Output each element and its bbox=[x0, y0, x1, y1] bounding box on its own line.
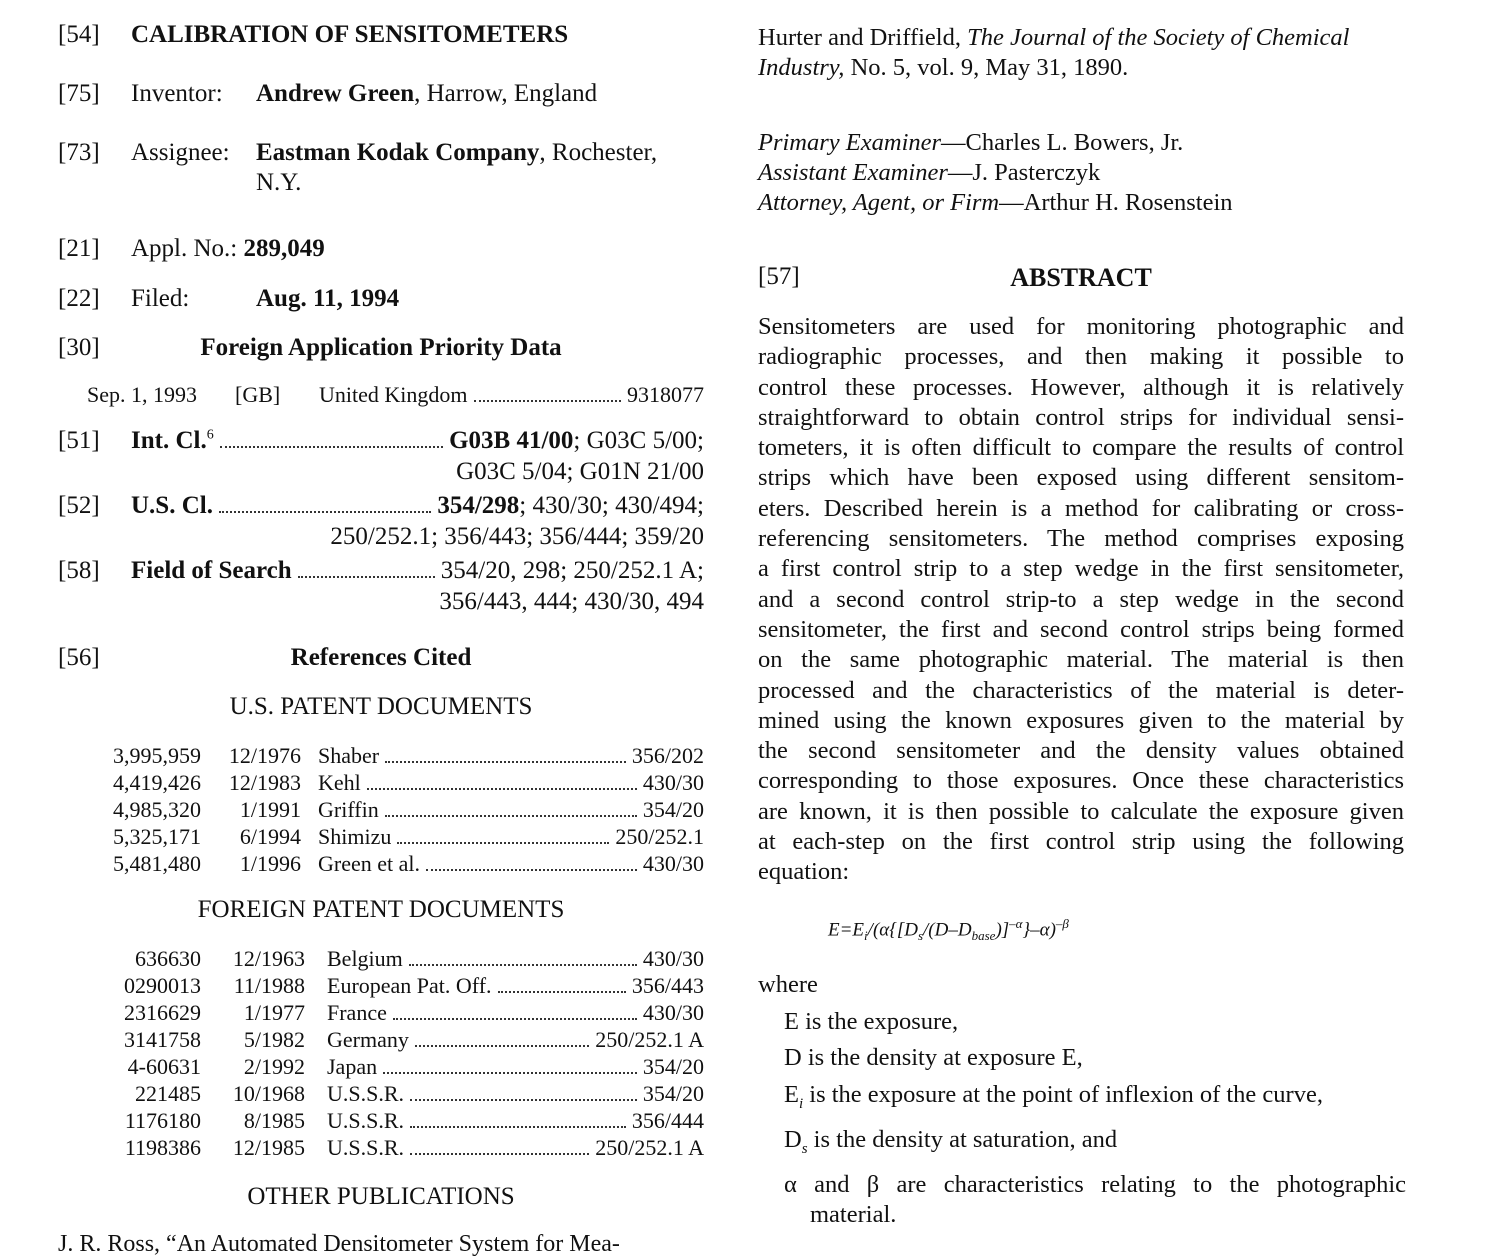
abstract-line: mined using the known exposures given to the material by bbox=[758, 706, 1404, 734]
citation-journal: The Journal of the Society of Chemical bbox=[967, 24, 1350, 51]
def-e: E is the exposure, bbox=[784, 1008, 959, 1035]
filed-label: Filed: bbox=[131, 285, 190, 312]
priority-heading: Foreign Application Priority Data bbox=[200, 334, 562, 361]
assistant-examiner-label: Assistant Examiner bbox=[758, 159, 948, 186]
patent-name: Kehl bbox=[318, 770, 361, 795]
priority-date: Sep. 1, 1993 bbox=[87, 382, 197, 407]
field-58-code: [58] bbox=[58, 557, 100, 584]
def-alpha-beta: α and β are characteristics relating to the photographic bbox=[784, 1170, 1406, 1198]
inventor bbox=[256, 79, 597, 109]
field-of-search-row bbox=[131, 556, 704, 586]
leader-dots bbox=[415, 1045, 589, 1047]
citation-line1 bbox=[758, 23, 1350, 52]
leader-dots bbox=[393, 1018, 637, 1020]
abstract-line: eters. Described herein is a method for calibrating or cross- bbox=[758, 494, 1404, 522]
patent-date: 12/1963 bbox=[232, 946, 305, 971]
field-21-code: [21] bbox=[58, 235, 100, 262]
priority-country: United Kingdom bbox=[319, 382, 468, 407]
appl-no-label: Appl. No.: bbox=[131, 235, 238, 262]
assistant-examiner-name: —J. Pasterczyk bbox=[947, 159, 1101, 186]
field-57-code: [57] bbox=[758, 263, 800, 290]
def-ei-subscript: i bbox=[798, 1095, 804, 1112]
patent-number: 2316629 bbox=[124, 1000, 201, 1025]
primary-examiner-label: Primary Examiner bbox=[758, 129, 942, 156]
assignee-location-line2: N.Y. bbox=[256, 169, 302, 196]
def-d: D is the density at exposure E, bbox=[784, 1044, 1083, 1072]
assignee bbox=[256, 138, 657, 168]
us-cl-secondary: ; 430/30; 430/494; bbox=[519, 492, 704, 519]
leader-dots bbox=[498, 991, 626, 993]
citation-line2 bbox=[758, 53, 1128, 82]
assignee-label: Assignee: bbox=[131, 139, 230, 166]
other-publications-heading: OTHER PUBLICATIONS bbox=[247, 1183, 515, 1210]
def-ds-symbol: D bbox=[784, 1125, 802, 1153]
eq-part: /(D–D bbox=[923, 919, 972, 941]
patent-name: European Pat. Off. bbox=[327, 973, 492, 998]
attorney-label: Attorney, Agent, or Firm bbox=[758, 189, 1000, 216]
leader-dots bbox=[367, 788, 637, 790]
patent-number: 3,995,959 bbox=[113, 743, 201, 768]
appl-no bbox=[131, 234, 325, 264]
patent-name: Griffin bbox=[318, 797, 379, 822]
attorney bbox=[758, 188, 1233, 217]
definitions bbox=[784, 1007, 1406, 1231]
eq-part: E=E bbox=[828, 919, 865, 941]
patent-name: Belgium bbox=[327, 946, 403, 971]
field-54 bbox=[58, 20, 100, 50]
abstract-line: corresponding to those exposures. Once these characteristics bbox=[758, 767, 1404, 795]
field-22-code: [22] bbox=[58, 285, 100, 312]
citation-authors: Hurter and Driffield, bbox=[758, 24, 968, 51]
abstract-line: and a second control strip-to a step wedge in the second bbox=[758, 585, 1404, 613]
patent-class: 354/20 bbox=[642, 1081, 704, 1106]
int-cl-row bbox=[131, 426, 704, 456]
patent-class: 250/252.1 A bbox=[595, 1027, 704, 1052]
patent-date: 1/1977 bbox=[243, 1000, 305, 1025]
patent-row bbox=[105, 1000, 704, 1026]
where-label: where bbox=[758, 971, 818, 998]
def-ds-subscript: s bbox=[801, 1140, 808, 1157]
inventor-location: , Harrow, England bbox=[414, 80, 598, 107]
leader-dots bbox=[426, 869, 637, 871]
def-ei-symbol: E bbox=[784, 1080, 799, 1108]
attorney-name: —Arthur H. Rosenstein bbox=[999, 189, 1233, 216]
patent-number: 4-60631 bbox=[127, 1054, 201, 1079]
eq-sup: –α bbox=[1009, 916, 1023, 931]
abstract-line: at each-step on the first control strip using the following bbox=[758, 828, 1404, 856]
inventor-name: Andrew Green bbox=[256, 80, 415, 107]
patent-class: 430/30 bbox=[642, 946, 704, 971]
patent-row bbox=[105, 1081, 704, 1107]
patent-row bbox=[105, 973, 704, 999]
patent-class: 430/30 bbox=[642, 1000, 704, 1025]
leader-dots bbox=[219, 511, 431, 513]
patent-number: 0290013 bbox=[124, 973, 201, 998]
patent-date: 10/1968 bbox=[232, 1081, 305, 1106]
patent-name: Germany bbox=[327, 1027, 409, 1052]
foreign-patents-heading: FOREIGN PATENT DOCUMENTS bbox=[197, 896, 565, 923]
patent-date: 1/1991 bbox=[239, 797, 301, 822]
abstract-line: equation: bbox=[758, 858, 850, 886]
int-cl-edition: 6 bbox=[206, 427, 214, 443]
us-cl-label: U.S. Cl. bbox=[131, 492, 213, 519]
abstract-line: tometers, it is often difficult to compare the results of control bbox=[758, 434, 1404, 462]
patent-number: 5,325,171 bbox=[113, 824, 201, 849]
patent-class: 430/30 bbox=[642, 851, 704, 876]
patent-number: 221485 bbox=[135, 1081, 201, 1106]
abstract-line: a first control strip to a step wedge in the first sensitometer, bbox=[758, 555, 1404, 583]
def-ei-text: is the exposure at the point of inflexion of the curve, bbox=[803, 1080, 1323, 1108]
us-patents-heading: U.S. PATENT DOCUMENTS bbox=[229, 693, 533, 720]
patent-name: Shaber bbox=[318, 743, 380, 768]
abstract-heading: ABSTRACT bbox=[1010, 263, 1152, 292]
leader-dots bbox=[410, 1126, 626, 1128]
eq-sub: i bbox=[864, 928, 868, 944]
patent-number: 1198386 bbox=[124, 1135, 201, 1160]
primary-examiner-name: —Charles L. Bowers, Jr. bbox=[941, 129, 1184, 156]
inventor-label: Inventor: bbox=[131, 80, 223, 107]
abstract-line: are known, it is then possible to calculate the exposure given bbox=[758, 797, 1404, 825]
assistant-examiner bbox=[758, 158, 1100, 187]
patent-class: 354/20 bbox=[642, 797, 704, 822]
patent-date: 12/1976 bbox=[228, 743, 301, 768]
patent-class: 354/20 bbox=[642, 1054, 704, 1079]
patent-number: 4,985,320 bbox=[113, 797, 201, 822]
leader-dots bbox=[220, 446, 443, 448]
int-cl-label bbox=[131, 426, 214, 456]
def-ds-text: is the density at saturation, and bbox=[807, 1125, 1118, 1153]
patent-row bbox=[105, 1054, 704, 1080]
eq-sub: base bbox=[971, 928, 996, 944]
leader-dots bbox=[383, 1072, 637, 1074]
field-30-code: [30] bbox=[58, 334, 100, 361]
patent-date: 8/1985 bbox=[243, 1108, 305, 1133]
field-52-code: [52] bbox=[58, 492, 100, 519]
abstract-line: strips which have been exposed using different sensitom- bbox=[758, 464, 1404, 492]
field-51-code: [51] bbox=[58, 427, 100, 454]
eq-part: }–α) bbox=[1022, 919, 1056, 941]
citation-journal-cont: Industry, bbox=[758, 54, 845, 81]
field-75-code: [75] bbox=[58, 80, 100, 107]
patent-class: 250/252.1 A bbox=[595, 1135, 704, 1160]
patent-class: 356/443 bbox=[631, 973, 704, 998]
patent-row bbox=[105, 851, 704, 877]
other-publication-line: J. R. Ross, “An Automated Densitometer System for Mea- bbox=[58, 1231, 620, 1257]
patent-number: 5,481,480 bbox=[113, 851, 201, 876]
priority-country-code: [GB] bbox=[235, 382, 281, 407]
patent-name: U.S.S.R. bbox=[327, 1135, 405, 1160]
us-cl-row bbox=[131, 491, 704, 521]
patent-name: France bbox=[327, 1000, 387, 1025]
def-ds bbox=[784, 1125, 1406, 1164]
patent-date: 2/1992 bbox=[243, 1054, 305, 1079]
field-of-search-label: Field of Search bbox=[131, 557, 292, 584]
patent-row bbox=[105, 743, 704, 769]
patent-row bbox=[105, 946, 704, 972]
leader-dots bbox=[385, 815, 637, 817]
assignee-name: Eastman Kodak Company bbox=[256, 139, 540, 166]
us-cl-line2: 250/252.1; 356/443; 356/444; 359/20 bbox=[330, 523, 704, 550]
patent-class: 356/444 bbox=[631, 1108, 704, 1133]
abstract-line: processed and the characteristics of the material is deter- bbox=[758, 676, 1404, 704]
leader-dots bbox=[298, 576, 435, 578]
us-cl-primary: 354/298 bbox=[437, 492, 520, 519]
patent-name: Green et al. bbox=[318, 851, 420, 876]
def-alpha-beta-cont: material. bbox=[810, 1201, 897, 1229]
citation-details: No. 5, vol. 9, May 31, 1890. bbox=[844, 54, 1129, 81]
patent-number: 4,419,426 bbox=[113, 770, 201, 795]
priority-row bbox=[87, 382, 704, 408]
field-of-search-line1: 354/20, 298; 250/252.1 A; bbox=[440, 557, 704, 584]
leader-dots bbox=[410, 1153, 589, 1155]
eq-sup: –β bbox=[1055, 916, 1069, 931]
patent-number: 1176180 bbox=[124, 1108, 201, 1133]
leader-dots bbox=[474, 400, 622, 402]
filed-date: Aug. 11, 1994 bbox=[256, 285, 400, 312]
abstract-line: radiographic processes, and then making it possible to bbox=[758, 343, 1404, 371]
patent-date: 6/1994 bbox=[239, 824, 301, 849]
patent-date: 12/1985 bbox=[232, 1135, 305, 1160]
eq-sub: s bbox=[917, 928, 924, 944]
patent-name: U.S.S.R. bbox=[327, 1081, 405, 1106]
patent-class: 250/252.1 bbox=[615, 824, 704, 849]
leader-dots bbox=[410, 1099, 637, 1101]
int-cl-line2: G03C 5/04; G01N 21/00 bbox=[456, 458, 704, 485]
int-cl-value bbox=[449, 426, 704, 456]
leader-dots bbox=[409, 964, 637, 966]
assignee-location: , Rochester, bbox=[539, 139, 658, 166]
patent-number: 3141758 bbox=[124, 1027, 201, 1052]
abstract-line: straightforward to obtain control strips for individual sensi- bbox=[758, 403, 1404, 431]
patent-date: 12/1983 bbox=[228, 770, 301, 795]
appl-no-value: 289,049 bbox=[243, 235, 325, 262]
abstract-body bbox=[758, 312, 1404, 888]
patent-class: 430/30 bbox=[642, 770, 704, 795]
patent-row bbox=[105, 770, 704, 796]
priority-number: 9318077 bbox=[627, 382, 704, 407]
patent-date: 1/1996 bbox=[239, 851, 301, 876]
patent-title: CALIBRATION OF SENSITOMETERS bbox=[131, 21, 569, 48]
patent-row bbox=[105, 797, 704, 823]
def-ei bbox=[784, 1080, 1406, 1119]
int-cl-label-text: Int. Cl. bbox=[131, 427, 207, 454]
patent-class: 356/202 bbox=[631, 743, 704, 768]
primary-examiner bbox=[758, 128, 1183, 157]
abstract-line: control these processes. However, although it is relatively bbox=[758, 373, 1404, 401]
patent-name: U.S.S.R. bbox=[327, 1108, 405, 1133]
patent-row bbox=[105, 1135, 704, 1161]
references-heading: References Cited bbox=[290, 644, 472, 671]
patent-name: Japan bbox=[327, 1054, 378, 1079]
us-cl-value bbox=[437, 491, 704, 521]
abstract-line: sensitometer, the first and second control strips being formed bbox=[758, 615, 1404, 643]
field-56-code: [56] bbox=[58, 644, 100, 671]
abstract-line: the second sensitometer and the density values obtained bbox=[758, 737, 1404, 765]
abstract-line: on the same photographic material. The material is then bbox=[758, 646, 1404, 674]
equation bbox=[828, 916, 1069, 944]
patent-date: 5/1982 bbox=[243, 1027, 305, 1052]
patent-row bbox=[105, 1027, 704, 1053]
field-of-search-line2: 356/443, 444; 430/30, 494 bbox=[439, 588, 704, 615]
patent-row bbox=[105, 1108, 704, 1134]
patent-number: 636630 bbox=[135, 946, 201, 971]
inid-code: [54] bbox=[58, 21, 100, 48]
eq-part: )] bbox=[995, 919, 1010, 941]
eq-part: /(α{[D bbox=[867, 919, 918, 941]
patent-row bbox=[105, 824, 704, 850]
leader-dots bbox=[385, 761, 626, 763]
int-cl-secondary: ; G03C 5/00; bbox=[573, 427, 704, 454]
leader-dots bbox=[397, 842, 609, 844]
abstract-line: referencing sensitometers. The method comprises exposing bbox=[758, 525, 1404, 553]
field-73-code: [73] bbox=[58, 139, 100, 166]
abstract-line: Sensitometers are used for monitoring photographic and bbox=[758, 313, 1404, 340]
int-cl-primary: G03B 41/00 bbox=[449, 427, 574, 454]
patent-name: Shimizu bbox=[318, 824, 392, 849]
patent-date: 11/1988 bbox=[233, 973, 305, 998]
